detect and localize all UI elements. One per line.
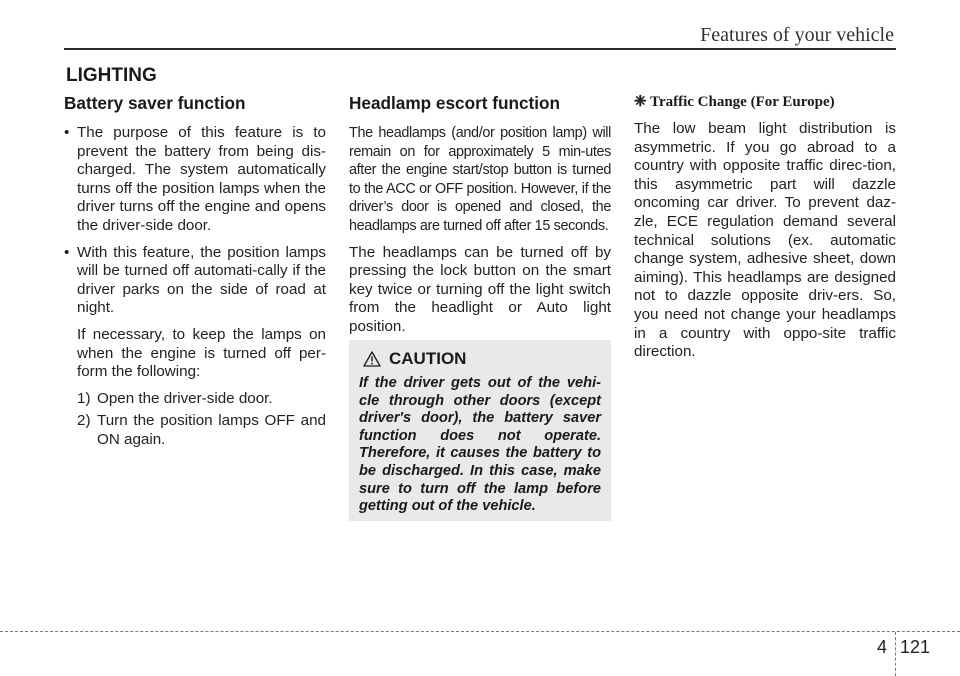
chapter-number: 4 — [876, 637, 887, 657]
headlamp-escort-heading: Headlamp escort function — [349, 93, 561, 113]
footer-divider — [0, 631, 960, 632]
battery-saver-followup: If necessary, to keep the lamps on when the engine is turned off per-form the following: — [77, 325, 326, 381]
step-number: 1) — [77, 389, 91, 407]
section-title: LIGHTING — [66, 65, 157, 86]
traffic-change-heading: ❈ Traffic Change (For Europe) — [634, 94, 835, 110]
traffic-change-paragraph: The low beam light distribution is asymmetric. If you go abroad to a country with opposite traffic direc-tion, this asymmetric part will dazzle oncoming car driver. To prevent daz-zle, ECE regulation demand several technical solutions (ex. automatic change system, adhesive sheet, down aiming). This headlamps are designed not to dazzle opposite driv-ers. So, you need not change your headlamps in a country with oppo-site traffic direction. — [634, 120, 896, 361]
page-number: 121 — [900, 637, 931, 657]
warning-triangle-icon — [363, 351, 381, 367]
headlamp-escort-paragraph-2: The headlamps can be turned off by pressing the lock button on the smart key twice or turning off the light switch from the headlight or Auto light position. — [349, 243, 611, 335]
header-divider — [64, 48, 896, 50]
step-item — [64, 390, 326, 409]
caution-box — [349, 340, 611, 521]
footer-page-separator — [895, 632, 896, 676]
battery-saver-bullet-2: • With this feature, the position lamps will be turned off automati-cally if the driver parks on the side of road at night. — [64, 244, 326, 318]
battery-saver-heading: Battery saver function — [64, 93, 246, 113]
column-traffic-change — [634, 92, 896, 370]
caution-title: CAUTION — [389, 349, 467, 368]
caution-text: If the driver gets out of the vehi-cle through other doors (except driver's door), the battery saver function does not operate. Therefore, it causes the battery to be discharged. In this case, make sure to turn off the lamp before getting out of the vehicle. — [359, 375, 601, 515]
step-item — [64, 412, 326, 449]
battery-saver-bullet-1: • The purpose of this feature is to prevent the battery from being dis-charged. The system automatically turns off the position lamps when the driver turns off the engine and opens the driver-side door. — [64, 124, 326, 236]
step-number: 2) — [77, 412, 91, 430]
headlamp-escort-paragraph-1: The headlamps (and/or position lamp) will remain on for approximately 5 min-utes after the engine start/stop button is turned to the ACC or OFF position. However, if the driver’s door is opened and closed, the headlamps are turned off after 15 seconds. — [349, 125, 611, 234]
step-text: Open the driver-side door. — [97, 389, 273, 407]
caution-header — [363, 349, 601, 369]
column-battery-saver — [64, 92, 326, 454]
step-text: Turn the position lamps OFF and ON again. — [97, 412, 326, 448]
column-headlamp-escort — [349, 92, 611, 345]
running-header: Features of your vehicle — [700, 24, 894, 46]
